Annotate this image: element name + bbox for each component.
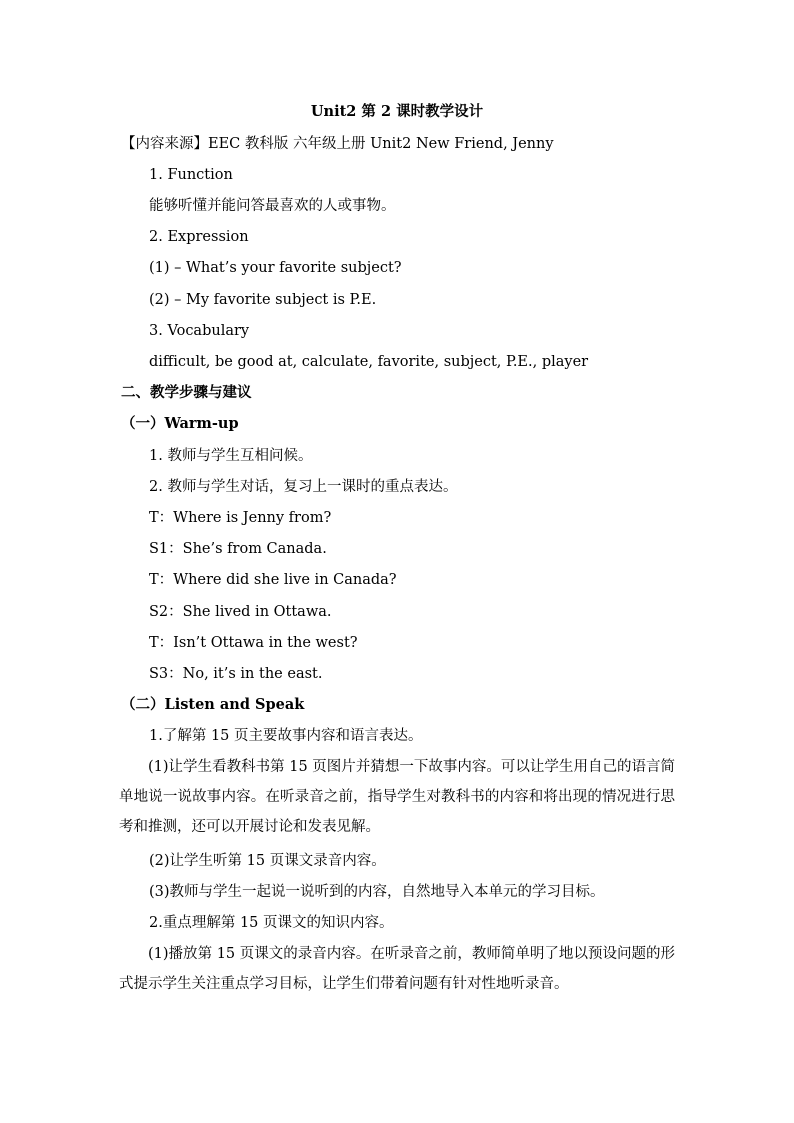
- listen-step-1-3: (3)教师与学生一起说一说听到的内容，自然地导入本单元的学习目标。: [149, 884, 605, 900]
- dialogue-line: S1：She’s from Canada.: [149, 541, 327, 557]
- expression-heading: 2. Expression: [149, 229, 249, 245]
- function-heading: 1. Function: [149, 167, 233, 183]
- warmup-heading: （一）Warm-up: [121, 415, 239, 432]
- dialogue-line: T：Where did she live in Canada?: [149, 572, 397, 588]
- expression-2: (2) – My favorite subject is P.E.: [149, 292, 377, 308]
- listen-step-2-1: (1)播放第 15 页课文的录音内容。在听录音之前，教师简单明了地以预设问题的形式提示学生关注重点学习目标，让学生们带着问题有针对性地听录音。: [119, 946, 675, 992]
- dialogue-line: S3：No, it’s in the east.: [149, 666, 323, 682]
- listen-step-2: 2.重点理解第 15 页课文的知识内容。: [149, 915, 394, 931]
- warmup-step-2: 2. 教师与学生对话，复习上一课时的重点表达。: [149, 479, 458, 495]
- dialogue-line: T：Where is Jenny from?: [149, 510, 332, 526]
- function-text: 能够听懂并能问答最喜欢的人或事物。: [149, 198, 396, 214]
- listen-step-1-2: (2)让学生听第 15 页课文录音内容。: [149, 853, 386, 869]
- warmup-step-1: 1. 教师与学生互相问候。: [149, 448, 313, 464]
- vocabulary-text: difficult, be good at, calculate, favorite, subject, P.E., player: [149, 354, 589, 370]
- content-source: 【内容来源】EEC 教科版 六年级上册 Unit2 New Friend, Jenny: [121, 136, 554, 152]
- listen-speak-heading: （二）Listen and Speak: [121, 696, 305, 713]
- dialogue-line: T：Isn’t Ottawa in the west?: [149, 635, 358, 651]
- vocabulary-heading: 3. Vocabulary: [149, 323, 250, 339]
- listen-step-1: 1.了解第 15 页主要故事内容和语言表达。: [149, 728, 423, 744]
- listen-step-1-1: (1)让学生看教科书第 15 页图片并猜想一下故事内容。可以让学生用自己的语言简单地说一说故事内容。在听录音之前，指导学生对教科书的内容和将出现的情况进行思考和推测，还可以开展讨论和发表见解。: [119, 759, 675, 835]
- dialogue-line: S2：She lived in Ottawa.: [149, 604, 332, 620]
- expression-1: (1) – What’s your favorite subject?: [149, 260, 402, 276]
- page-title: Unit2 第 2 课时教学设计: [310, 103, 484, 120]
- section-heading: 二、教学步骤与建议: [121, 384, 252, 401]
